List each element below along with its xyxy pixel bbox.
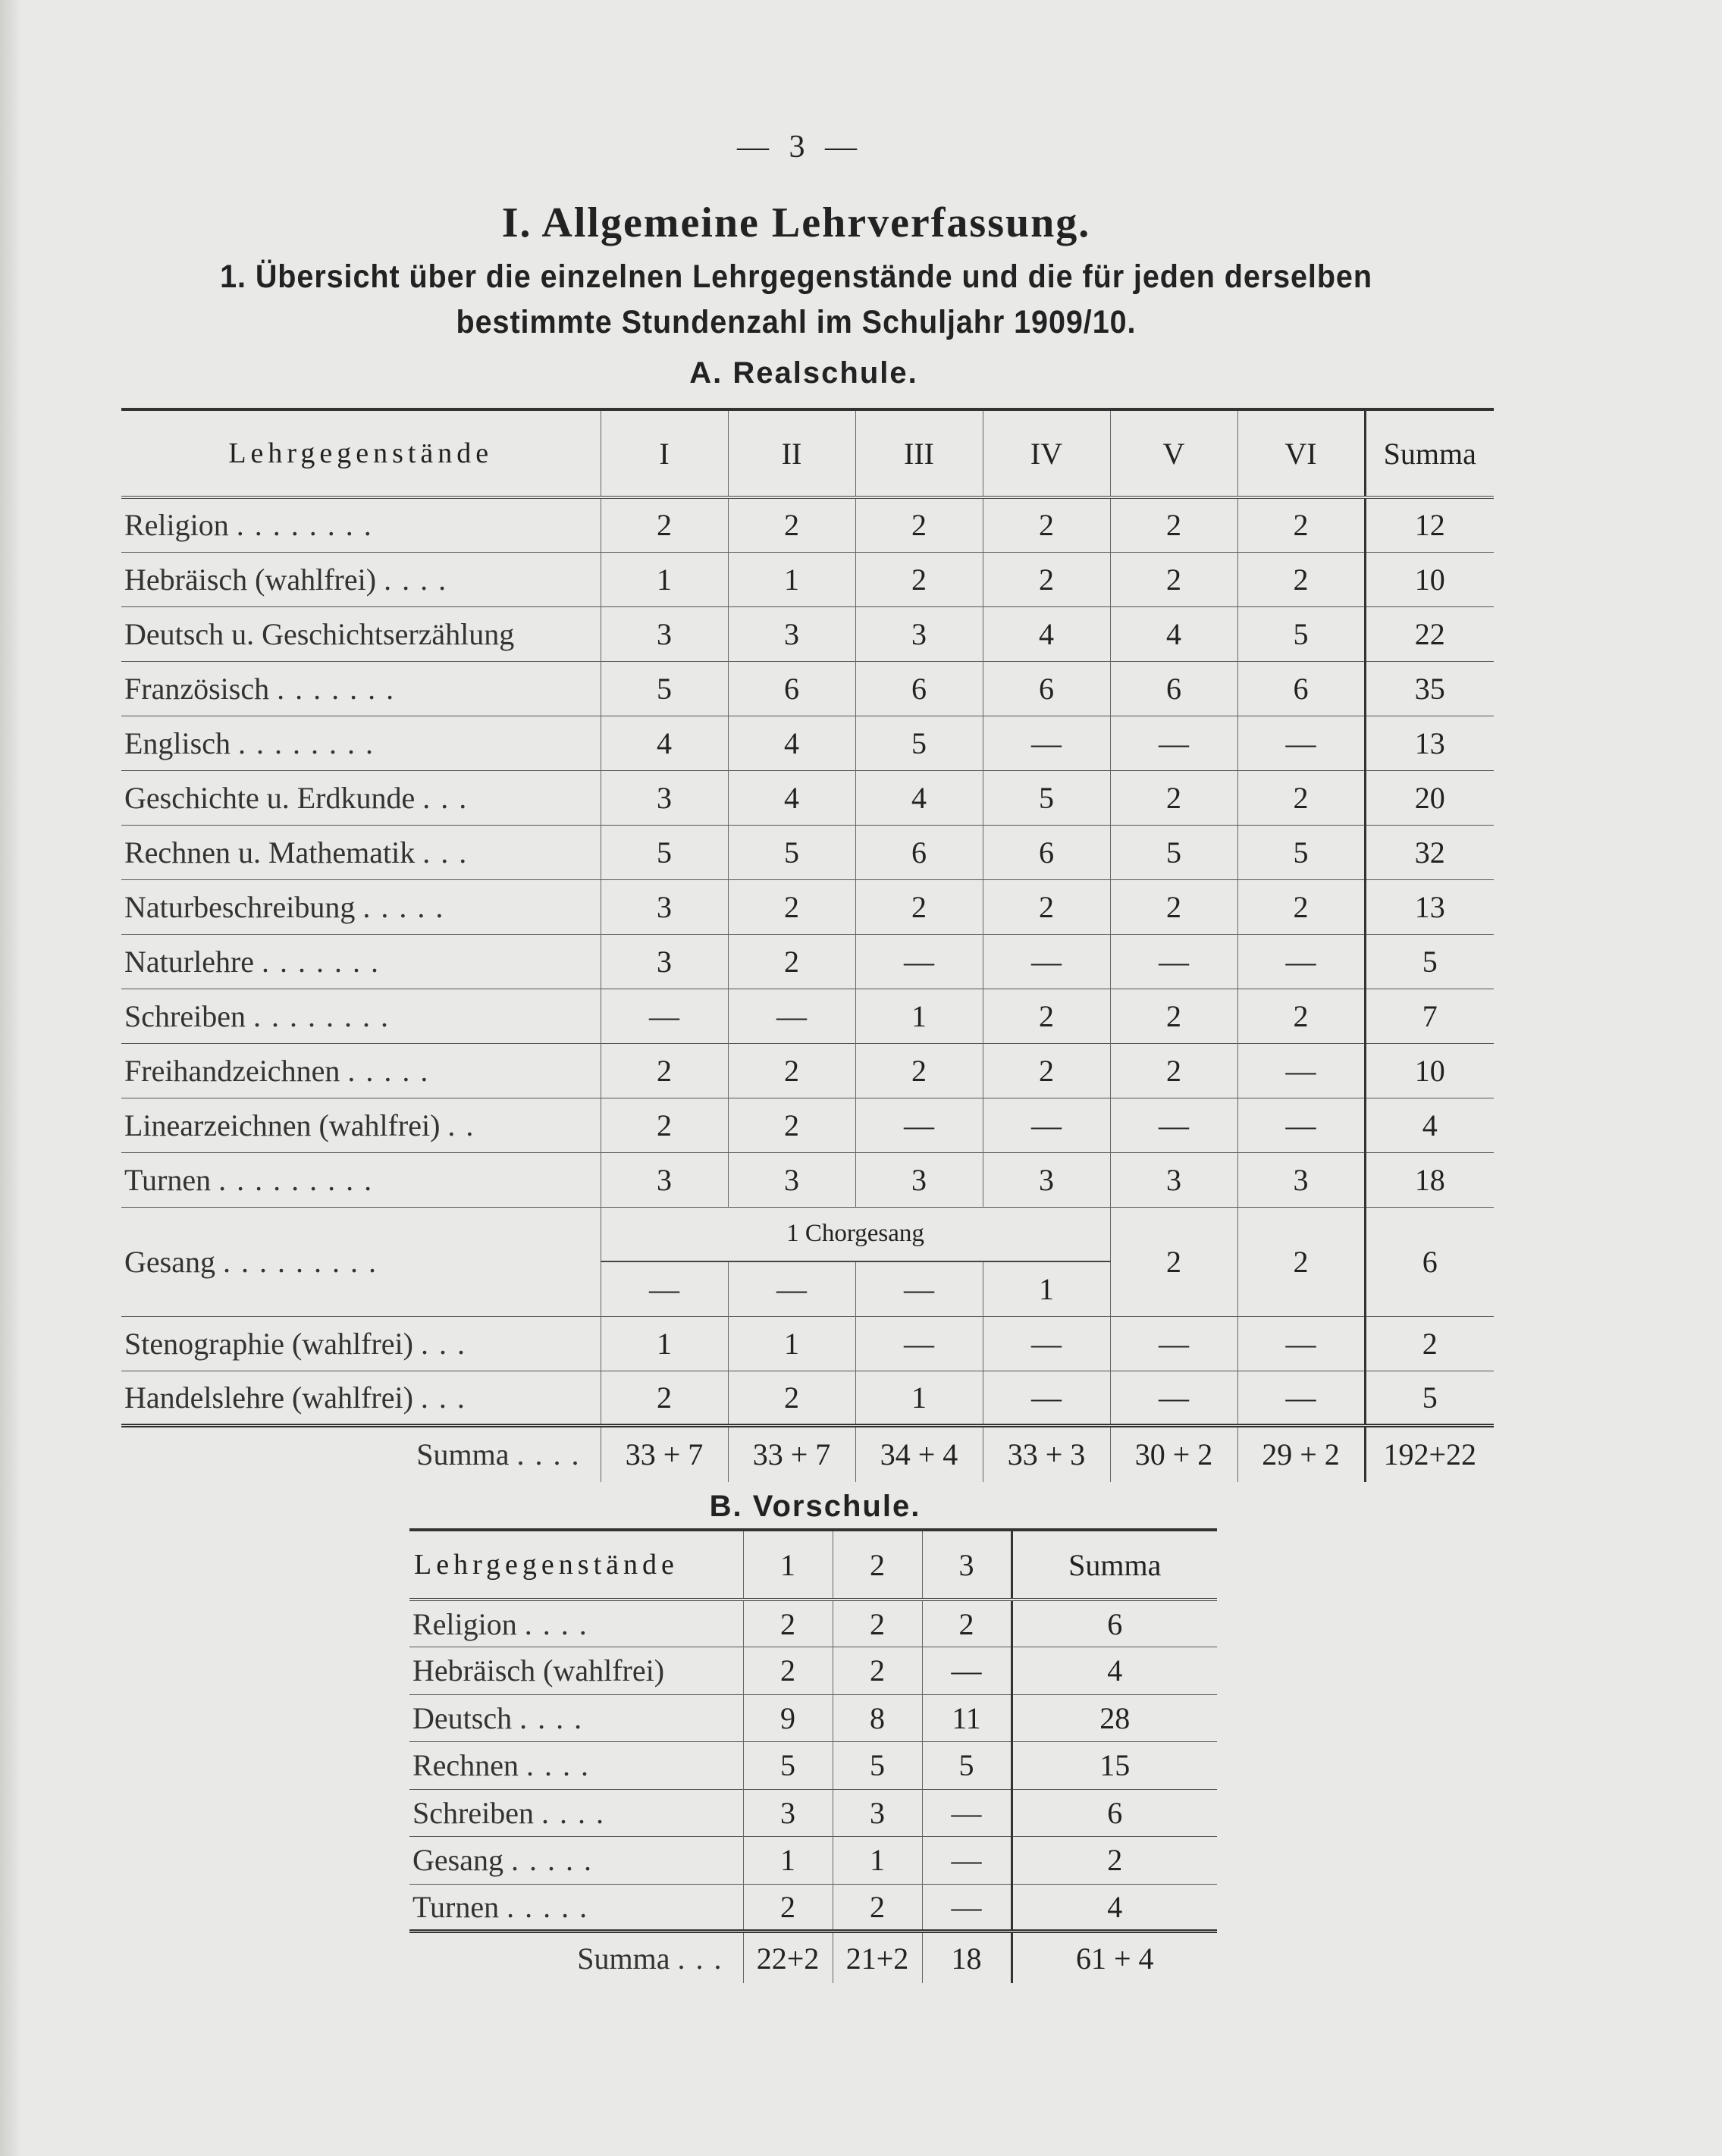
- subject-cell: [409, 1837, 743, 1885]
- dot-leader: ....: [516, 1437, 590, 1471]
- table-cell: 2: [983, 989, 1110, 1043]
- table-cell: 2: [1237, 497, 1365, 552]
- table-cell: —: [983, 716, 1110, 770]
- table-cell: —: [983, 1371, 1110, 1425]
- table-row: [121, 552, 1494, 606]
- column-header-summa: Summa: [1365, 409, 1494, 497]
- table-cell: —: [855, 1261, 983, 1316]
- table-cell: —: [855, 1098, 983, 1152]
- table-cell: 6: [1237, 661, 1365, 716]
- dot-leader: ........: [252, 998, 399, 1033]
- table-total-row: [121, 1425, 1494, 1482]
- table-row: [121, 497, 1494, 552]
- subject-cell: [409, 1742, 743, 1790]
- table-cell: 2: [1110, 1043, 1237, 1098]
- table-cell: —: [1110, 1371, 1237, 1425]
- subject-cell: [121, 716, 601, 770]
- summa-cell: 5: [1365, 934, 1494, 989]
- subject-label: Rechnen u. Mathematik: [124, 835, 416, 870]
- table-cell: 1: [601, 1316, 728, 1371]
- dot-leader: ...: [677, 1941, 732, 1976]
- table-cell: 3: [1237, 1152, 1365, 1207]
- subject-label: Turnen: [412, 1889, 500, 1924]
- summa-cell: 10: [1365, 1043, 1494, 1098]
- table-cell: 2: [728, 879, 855, 934]
- subject-label: Deutsch: [412, 1700, 513, 1735]
- table-row: [121, 661, 1494, 716]
- table-cell: 2: [1110, 879, 1237, 934]
- subject-label: Rechnen: [412, 1748, 519, 1783]
- total-label: Summa: [577, 1941, 670, 1976]
- column-header: V: [1110, 409, 1237, 497]
- total-cell: 21+2: [833, 1932, 922, 1984]
- dot-leader: .....: [510, 1843, 602, 1878]
- table-row: [409, 1789, 1217, 1837]
- table-cell: 5: [1110, 825, 1237, 879]
- table-cell: 5: [983, 770, 1110, 825]
- table-cell: 5: [1237, 606, 1365, 661]
- table-cell: 3: [601, 606, 728, 661]
- subject-cell: [121, 770, 601, 825]
- subject-cell: [121, 497, 601, 552]
- table-cell: 2: [922, 1600, 1012, 1647]
- subject-cell: [121, 552, 601, 606]
- dot-leader: ...: [420, 1326, 475, 1361]
- subject-label: Turnen: [124, 1162, 212, 1197]
- total-cell: 33 + 3: [983, 1425, 1110, 1482]
- dot-leader: ....: [525, 1748, 599, 1783]
- table-cell: —: [1237, 1043, 1365, 1098]
- table-row: [409, 1742, 1217, 1790]
- dot-leader: ........: [236, 508, 382, 543]
- summa-cell: 6: [1012, 1789, 1217, 1837]
- table-cell: 5: [728, 825, 855, 879]
- subject-label: Französisch: [124, 671, 270, 706]
- dot-leader: ........: [237, 725, 384, 760]
- subject-cell: [121, 1316, 601, 1371]
- table-cell: 1: [833, 1837, 922, 1885]
- summa-cell: 2: [1365, 1316, 1494, 1371]
- subject-cell: [121, 934, 601, 989]
- page-binding-edge: [0, 0, 20, 2156]
- table-cell: 5: [922, 1742, 1012, 1790]
- summa-cell: 5: [1365, 1371, 1494, 1425]
- table-cell: 3: [855, 606, 983, 661]
- table-cell: 2: [728, 1371, 855, 1425]
- subject-cell: [121, 1371, 601, 1425]
- table-cell: —: [983, 934, 1110, 989]
- table-cell: 2: [743, 1600, 833, 1647]
- table-row: [121, 1152, 1494, 1207]
- subject-label: Handelslehre (wahlfrei): [124, 1380, 413, 1415]
- table-cell: 3: [601, 770, 728, 825]
- total-cell: 33 + 7: [601, 1425, 728, 1482]
- table-cell: 5: [601, 661, 728, 716]
- table-row: [121, 1371, 1494, 1425]
- dot-leader: ....: [541, 1795, 614, 1830]
- table-row: [121, 934, 1494, 989]
- dot-leader: .......: [262, 944, 390, 979]
- table-cell: —: [922, 1789, 1012, 1837]
- summa-cell: 12: [1365, 497, 1494, 552]
- summa-cell: 28: [1012, 1694, 1217, 1742]
- table-cell: 2: [1110, 1207, 1237, 1316]
- table-row: [121, 1316, 1494, 1371]
- table-cell: —: [601, 1261, 728, 1316]
- table-cell: 2: [1110, 989, 1237, 1043]
- table-row: [409, 1837, 1217, 1885]
- table-cell: —: [855, 934, 983, 989]
- column-header: 1: [743, 1530, 833, 1600]
- table-cell: 5: [855, 716, 983, 770]
- table-cell: 6: [855, 825, 983, 879]
- subject-label: Religion: [412, 1606, 517, 1641]
- total-summa-cell: 192+22: [1365, 1425, 1494, 1482]
- table-cell: —: [1237, 934, 1365, 989]
- table-cell: 2: [855, 497, 983, 552]
- subject-cell: [121, 825, 601, 879]
- summa-cell: 4: [1365, 1098, 1494, 1152]
- table-cell: —: [983, 1316, 1110, 1371]
- column-header-subject: Lehrgegenstände: [409, 1530, 743, 1600]
- subject-cell: [121, 1043, 601, 1098]
- table-cell: 3: [743, 1789, 833, 1837]
- total-cell: 30 + 2: [1110, 1425, 1237, 1482]
- table-cell: —: [1110, 716, 1237, 770]
- subject-label: Geschichte u. Erdkunde: [124, 780, 416, 815]
- table-cell: 1: [743, 1837, 833, 1885]
- summa-cell: 32: [1365, 825, 1494, 879]
- table-cell: 2: [1237, 1207, 1365, 1316]
- total-label: Summa: [416, 1437, 510, 1471]
- table-cell: 2: [1237, 989, 1365, 1043]
- chorgesang-label: 1 Chorgesang: [601, 1207, 1110, 1261]
- table-cell: 2: [833, 1647, 922, 1695]
- subject-label: Deutsch u. Geschichtserzählung: [124, 616, 515, 651]
- table-cell: 3: [855, 1152, 983, 1207]
- table-cell: —: [922, 1884, 1012, 1932]
- column-header: II: [728, 409, 855, 497]
- table-cell: 3: [601, 934, 728, 989]
- column-header-subject: Lehrgegenstände: [121, 409, 601, 497]
- table-cell: 2: [601, 497, 728, 552]
- subject-label: Englisch: [124, 725, 231, 760]
- table-cell: 3: [983, 1152, 1110, 1207]
- table-cell: 2: [1110, 497, 1237, 552]
- subject-cell: [409, 1694, 743, 1742]
- table-cell: 5: [743, 1742, 833, 1790]
- subject-cell: [409, 1647, 743, 1695]
- subject-cell: [121, 989, 601, 1043]
- table-cell: 3: [728, 606, 855, 661]
- table-row: [409, 1600, 1217, 1647]
- vorschule-heading: B. Vorschule.: [709, 1490, 921, 1523]
- table-cell: 4: [1110, 606, 1237, 661]
- table-cell: 2: [855, 879, 983, 934]
- table-cell: 3: [601, 879, 728, 934]
- dot-leader: ...: [422, 835, 478, 870]
- subject-label: Naturbeschreibung: [124, 889, 356, 924]
- table-row: [409, 1884, 1217, 1932]
- subtitle-line-1: 1. Übersicht über die einzelnen Lehrgegenstände und die für jeden derselben: [220, 259, 1372, 295]
- total-label-cell: [121, 1425, 601, 1482]
- subject-label: Gesang: [124, 1244, 215, 1279]
- dot-leader: .........: [218, 1162, 383, 1197]
- table-cell: 6: [728, 661, 855, 716]
- table-cell: 1: [728, 552, 855, 606]
- table-cell: 2: [743, 1884, 833, 1932]
- summa-cell: 13: [1365, 716, 1494, 770]
- subject-label: Naturlehre: [124, 944, 255, 979]
- subject-cell: [121, 661, 601, 716]
- table-cell: 1: [728, 1316, 855, 1371]
- subject-label: Religion: [124, 508, 229, 543]
- subject-label: Schreiben: [124, 998, 246, 1033]
- table-cell: 3: [601, 1152, 728, 1207]
- column-header: 3: [922, 1530, 1012, 1600]
- subject-label: Linearzeichnen (wahlfrei): [124, 1108, 441, 1142]
- table-cell: 2: [1237, 552, 1365, 606]
- table-cell: —: [983, 1098, 1110, 1152]
- summa-cell: 6: [1365, 1207, 1494, 1316]
- table-cell: 2: [601, 1371, 728, 1425]
- dot-leader: ....: [384, 562, 457, 597]
- table-cell: 2: [728, 497, 855, 552]
- table-row: [121, 1043, 1494, 1098]
- table-cell: 9: [743, 1694, 833, 1742]
- total-label-cell: [409, 1932, 743, 1984]
- table-cell: 1: [983, 1261, 1110, 1316]
- summa-cell: 6: [1012, 1600, 1217, 1647]
- table-cell: —: [1110, 1316, 1237, 1371]
- table-cell: —: [922, 1647, 1012, 1695]
- table-cell: 2: [1110, 770, 1237, 825]
- dot-leader: .......: [277, 671, 405, 706]
- dot-leader: .....: [362, 889, 454, 924]
- section-subtitle: [190, 254, 1404, 345]
- table-cell: 1: [855, 1371, 983, 1425]
- subject-cell: [121, 1098, 601, 1152]
- subject-label: Stenographie (wahlfrei): [124, 1326, 413, 1361]
- summa-cell: 22: [1365, 606, 1494, 661]
- column-header-summa: Summa: [1012, 1530, 1217, 1600]
- table-cell: 2: [833, 1884, 922, 1932]
- total-cell: 34 + 4: [855, 1425, 983, 1482]
- dot-leader: ....: [519, 1700, 593, 1735]
- table-cell: 5: [833, 1742, 922, 1790]
- table-cell: —: [1237, 1098, 1365, 1152]
- subject-cell: [409, 1884, 743, 1932]
- table-cell: 6: [983, 825, 1110, 879]
- dot-leader: ....: [524, 1606, 598, 1641]
- table-cell: 2: [855, 552, 983, 606]
- table-cell: 1: [855, 989, 983, 1043]
- total-cell: 22+2: [743, 1932, 833, 1984]
- column-header: I: [601, 409, 728, 497]
- realschule-heading: A. Realschule.: [689, 356, 918, 390]
- table-cell: 6: [1110, 661, 1237, 716]
- table-cell: 11: [922, 1694, 1012, 1742]
- summa-cell: 2: [1012, 1837, 1217, 1885]
- subject-label: Freihandzeichnen: [124, 1053, 340, 1088]
- table-row: [121, 770, 1494, 825]
- table-row: [121, 989, 1494, 1043]
- table-cell: 6: [983, 661, 1110, 716]
- table-cell: 2: [855, 1043, 983, 1098]
- table-cell: 2: [983, 1043, 1110, 1098]
- table-total-row: [409, 1932, 1217, 1984]
- dot-leader: ...: [422, 780, 478, 815]
- table-cell: 2: [728, 934, 855, 989]
- table-cell: 2: [601, 1043, 728, 1098]
- table-cell: 1: [601, 552, 728, 606]
- summa-cell: 7: [1365, 989, 1494, 1043]
- column-header: III: [855, 409, 983, 497]
- table-cell: 2: [743, 1647, 833, 1695]
- table-cell: 2: [1237, 879, 1365, 934]
- total-summa-cell: 61 + 4: [1012, 1932, 1217, 1984]
- table-cell: —: [728, 989, 855, 1043]
- table-cell: 2: [1110, 552, 1237, 606]
- subject-label: Gesang: [412, 1843, 503, 1878]
- dot-leader: ..: [447, 1108, 485, 1142]
- table-cell: 2: [983, 497, 1110, 552]
- summa-cell: 15: [1012, 1742, 1217, 1790]
- table-cell: 5: [1237, 825, 1365, 879]
- table-cell: —: [1110, 934, 1237, 989]
- table-cell: 4: [983, 606, 1110, 661]
- dot-leader: .....: [507, 1889, 598, 1924]
- table-cell: 2: [983, 552, 1110, 606]
- summa-cell: 35: [1365, 661, 1494, 716]
- subject-label: Hebräisch (wahlfrei): [412, 1653, 665, 1688]
- table-row: [409, 1694, 1217, 1742]
- table-cell: —: [1237, 1371, 1365, 1425]
- table-header-row: [409, 1530, 1217, 1600]
- subject-cell: [121, 606, 601, 661]
- dot-leader: .........: [222, 1244, 387, 1279]
- table-row: [121, 606, 1494, 661]
- table-cell: 2: [1237, 770, 1365, 825]
- table-cell: 2: [728, 1098, 855, 1152]
- table-row: [121, 716, 1494, 770]
- table-cell: 4: [855, 770, 983, 825]
- summa-cell: 20: [1365, 770, 1494, 825]
- table-cell: 3: [728, 1152, 855, 1207]
- table-cell: —: [855, 1316, 983, 1371]
- total-cell: 33 + 7: [728, 1425, 855, 1482]
- subtitle-line-2: bestimmte Stundenzahl im Schuljahr 1909/10.: [456, 304, 1137, 340]
- summa-cell: 4: [1012, 1647, 1217, 1695]
- summa-cell: 18: [1365, 1152, 1494, 1207]
- table-cell: 3: [1110, 1152, 1237, 1207]
- table-cell: 4: [728, 770, 855, 825]
- table-cell: 5: [601, 825, 728, 879]
- total-cell: 18: [922, 1932, 1012, 1984]
- table-cell: 3: [833, 1789, 922, 1837]
- table-cell: —: [1237, 1316, 1365, 1371]
- column-header: IV: [983, 409, 1110, 497]
- table-row: [121, 1098, 1494, 1152]
- column-header: 2: [833, 1530, 922, 1600]
- page-title: I. Allgemeine Lehrverfassung.: [501, 199, 1091, 246]
- table-cell: —: [601, 989, 728, 1043]
- table-cell: 2: [833, 1600, 922, 1647]
- dot-leader: .....: [347, 1053, 439, 1088]
- dot-leader: ...: [420, 1380, 475, 1415]
- subject-label: Hebräisch (wahlfrei): [124, 562, 377, 597]
- summa-cell: 13: [1365, 879, 1494, 934]
- table-header-row: [121, 409, 1494, 497]
- table-cell: —: [1110, 1098, 1237, 1152]
- table-row: [409, 1647, 1217, 1695]
- subject-label: Schreiben: [412, 1795, 534, 1830]
- subject-cell: [409, 1789, 743, 1837]
- vorschule-table: [409, 1528, 1217, 1983]
- table-row: [121, 825, 1494, 879]
- table-cell: 2: [601, 1098, 728, 1152]
- subject-cell: [121, 1207, 601, 1316]
- subject-cell: [409, 1600, 743, 1647]
- page-number: — 3 —: [737, 130, 863, 165]
- column-header: VI: [1237, 409, 1365, 497]
- table-cell: —: [922, 1837, 1012, 1885]
- table-row-gesang: [121, 1207, 1494, 1261]
- subject-cell: [121, 1152, 601, 1207]
- table-cell: 2: [983, 879, 1110, 934]
- summa-cell: 10: [1365, 552, 1494, 606]
- table-cell: 6: [855, 661, 983, 716]
- table-cell: 4: [728, 716, 855, 770]
- total-cell: 29 + 2: [1237, 1425, 1365, 1482]
- summa-cell: 4: [1012, 1884, 1217, 1932]
- table-cell: —: [728, 1261, 855, 1316]
- table-row: [121, 879, 1494, 934]
- table-cell: 2: [728, 1043, 855, 1098]
- table-cell: 8: [833, 1694, 922, 1742]
- table-cell: —: [1237, 716, 1365, 770]
- table-cell: 4: [601, 716, 728, 770]
- realschule-table: [121, 408, 1494, 1482]
- subject-cell: [121, 879, 601, 934]
